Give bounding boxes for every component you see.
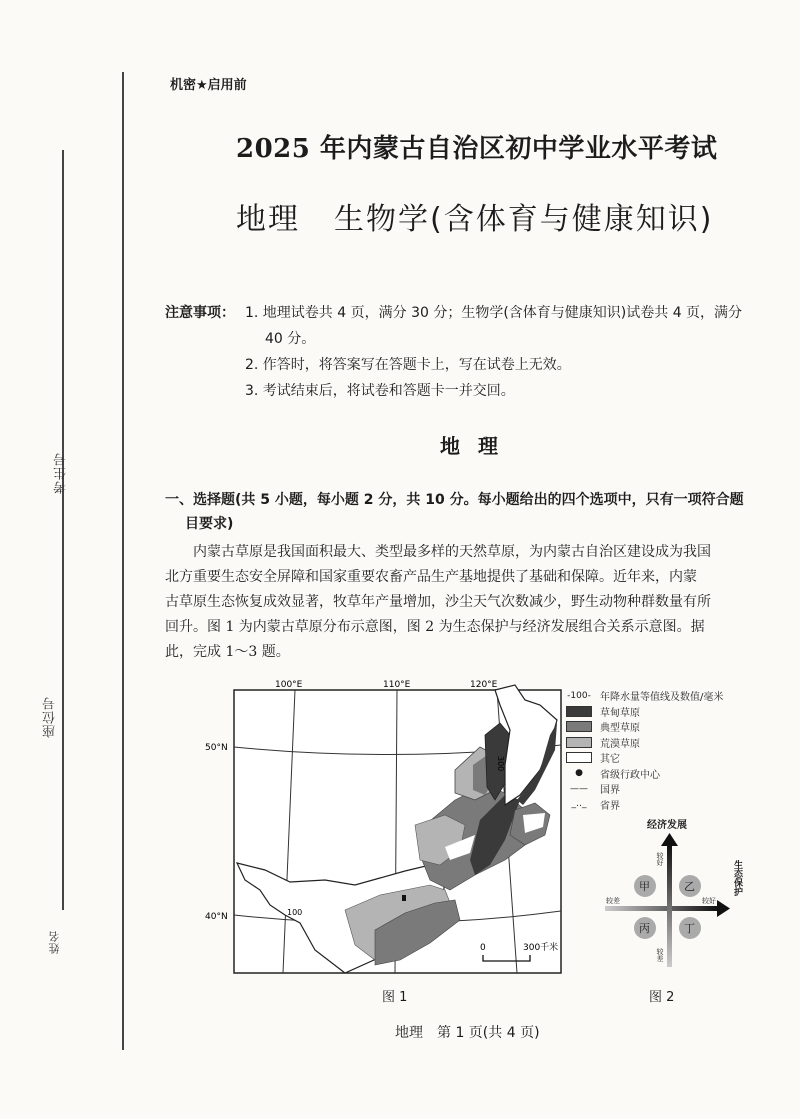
section-title: 地理 (440, 434, 516, 458)
legend-item-desert-steppe: 荒漠草原 (566, 735, 723, 751)
legend-item-provincial-border: _‥_ 省界 (571, 799, 620, 812)
passage-line: 北方重要生态安全屏障和国家重要农畜产品生产基地提供了基础和保障。近年来，内蒙 (165, 569, 697, 585)
figure1-caption: 图 1 (382, 990, 408, 1005)
scale-start: 0 (480, 943, 486, 953)
figure2-diagram (600, 820, 740, 970)
seat-number-label: 座位号 (43, 696, 58, 738)
figure1-legend (566, 688, 723, 812)
lat-label-50: 50°N (205, 743, 228, 753)
quadrant-label-yi: 乙 (684, 880, 695, 893)
passage-line: 此，完成 1～3 题。 (165, 644, 290, 660)
question-group-heading (165, 488, 795, 536)
y-negative-label: 较差 (656, 948, 664, 962)
legend-item-capital: ● 省级行政中心 (575, 768, 660, 781)
quadrant-label-bing: 丙 (639, 922, 650, 935)
y-positive-label: 较好 (656, 852, 664, 866)
name-label: 姓名 (48, 930, 61, 954)
page-footer: 地理 第 1 页(共 4 页) (395, 1025, 540, 1041)
note-item-2: 2. 作答时，将答案写在答题卡上，写在试卷上无效。 (245, 357, 571, 373)
legend-item-typical-steppe: 典型草原 (566, 719, 723, 735)
legend-item-national-border: —— 国界 (570, 783, 620, 797)
exam-title: 2025 年内蒙古自治区初中学业水平考试 (236, 134, 718, 164)
binding-line-inner (122, 72, 124, 1050)
provincial-capital-marker (402, 895, 406, 901)
legend-item-other: 其它 (566, 750, 723, 766)
lon-label-110: 110°E (383, 680, 411, 690)
question-passage (165, 540, 795, 665)
x-axis-label: 生态保护 (732, 860, 742, 896)
subject-biology: 生物学(含体育与健康知识) (334, 202, 714, 237)
confidential-mark: 机密★启用前 (170, 78, 247, 93)
binding-line-outer (62, 150, 64, 910)
legend-item-meadow-steppe: 草甸草原 (566, 704, 723, 720)
y-axis-label: 经济发展 (647, 820, 687, 831)
figure1-map (205, 675, 565, 975)
passage-line: 回升。图 1 为内蒙古草原分布示意图，图 2 为生态保护与经济发展组合关系示意图。据 (165, 619, 705, 635)
passage-line: 内蒙古草原是我国面积最大、类型最多样的天然草原，为内蒙古自治区建设成为我国 (165, 544, 711, 560)
subject-line (236, 194, 713, 238)
legend-item-isoline: -100- 年降水量等值线及数值/毫米 (567, 690, 724, 704)
candidate-number-label: 考生号 (54, 452, 69, 494)
lat-label-40: 40°N (205, 912, 228, 922)
subject-geography: 地理 (236, 202, 300, 237)
x-positive-label: 较好 (702, 897, 716, 905)
lon-label-100: 100°E (275, 680, 303, 690)
isoline-label-300: 300 (496, 756, 505, 772)
lon-label-120: 120°E (470, 680, 498, 690)
passage-line: 古草原生态恢复成效显著，牧草年产量增加，沙尘天气次数减少，野生动物种群数量有所 (165, 594, 711, 610)
notes-heading: 注意事项： (165, 305, 235, 321)
quadrant-label-ding: 丁 (684, 922, 695, 935)
quadrant-label-jia: 甲 (639, 880, 650, 893)
note-item-1-cont: 40 分。 (265, 331, 316, 347)
note-item-1: 1. 地理试卷共 4 页，满分 30 分；生物学(含体育与健康知识)试卷共 4 页，满分 (245, 305, 743, 321)
note-item-3: 3. 考试结束后，将试卷和答题卡一并交回。 (245, 383, 515, 399)
question-heading-line1: 一、选择题(共 5 小题，每小题 2 分，共 10 分。每小题给出的四个选项中，只有一项符合题 (165, 492, 744, 508)
x-negative-label: 较差 (606, 897, 620, 905)
question-heading-line2: 目要求) (185, 516, 234, 532)
isoline-label-100: 100 (287, 908, 303, 917)
figure2-caption: 图 2 (649, 990, 675, 1005)
scale-end: 300千米 (523, 943, 559, 953)
